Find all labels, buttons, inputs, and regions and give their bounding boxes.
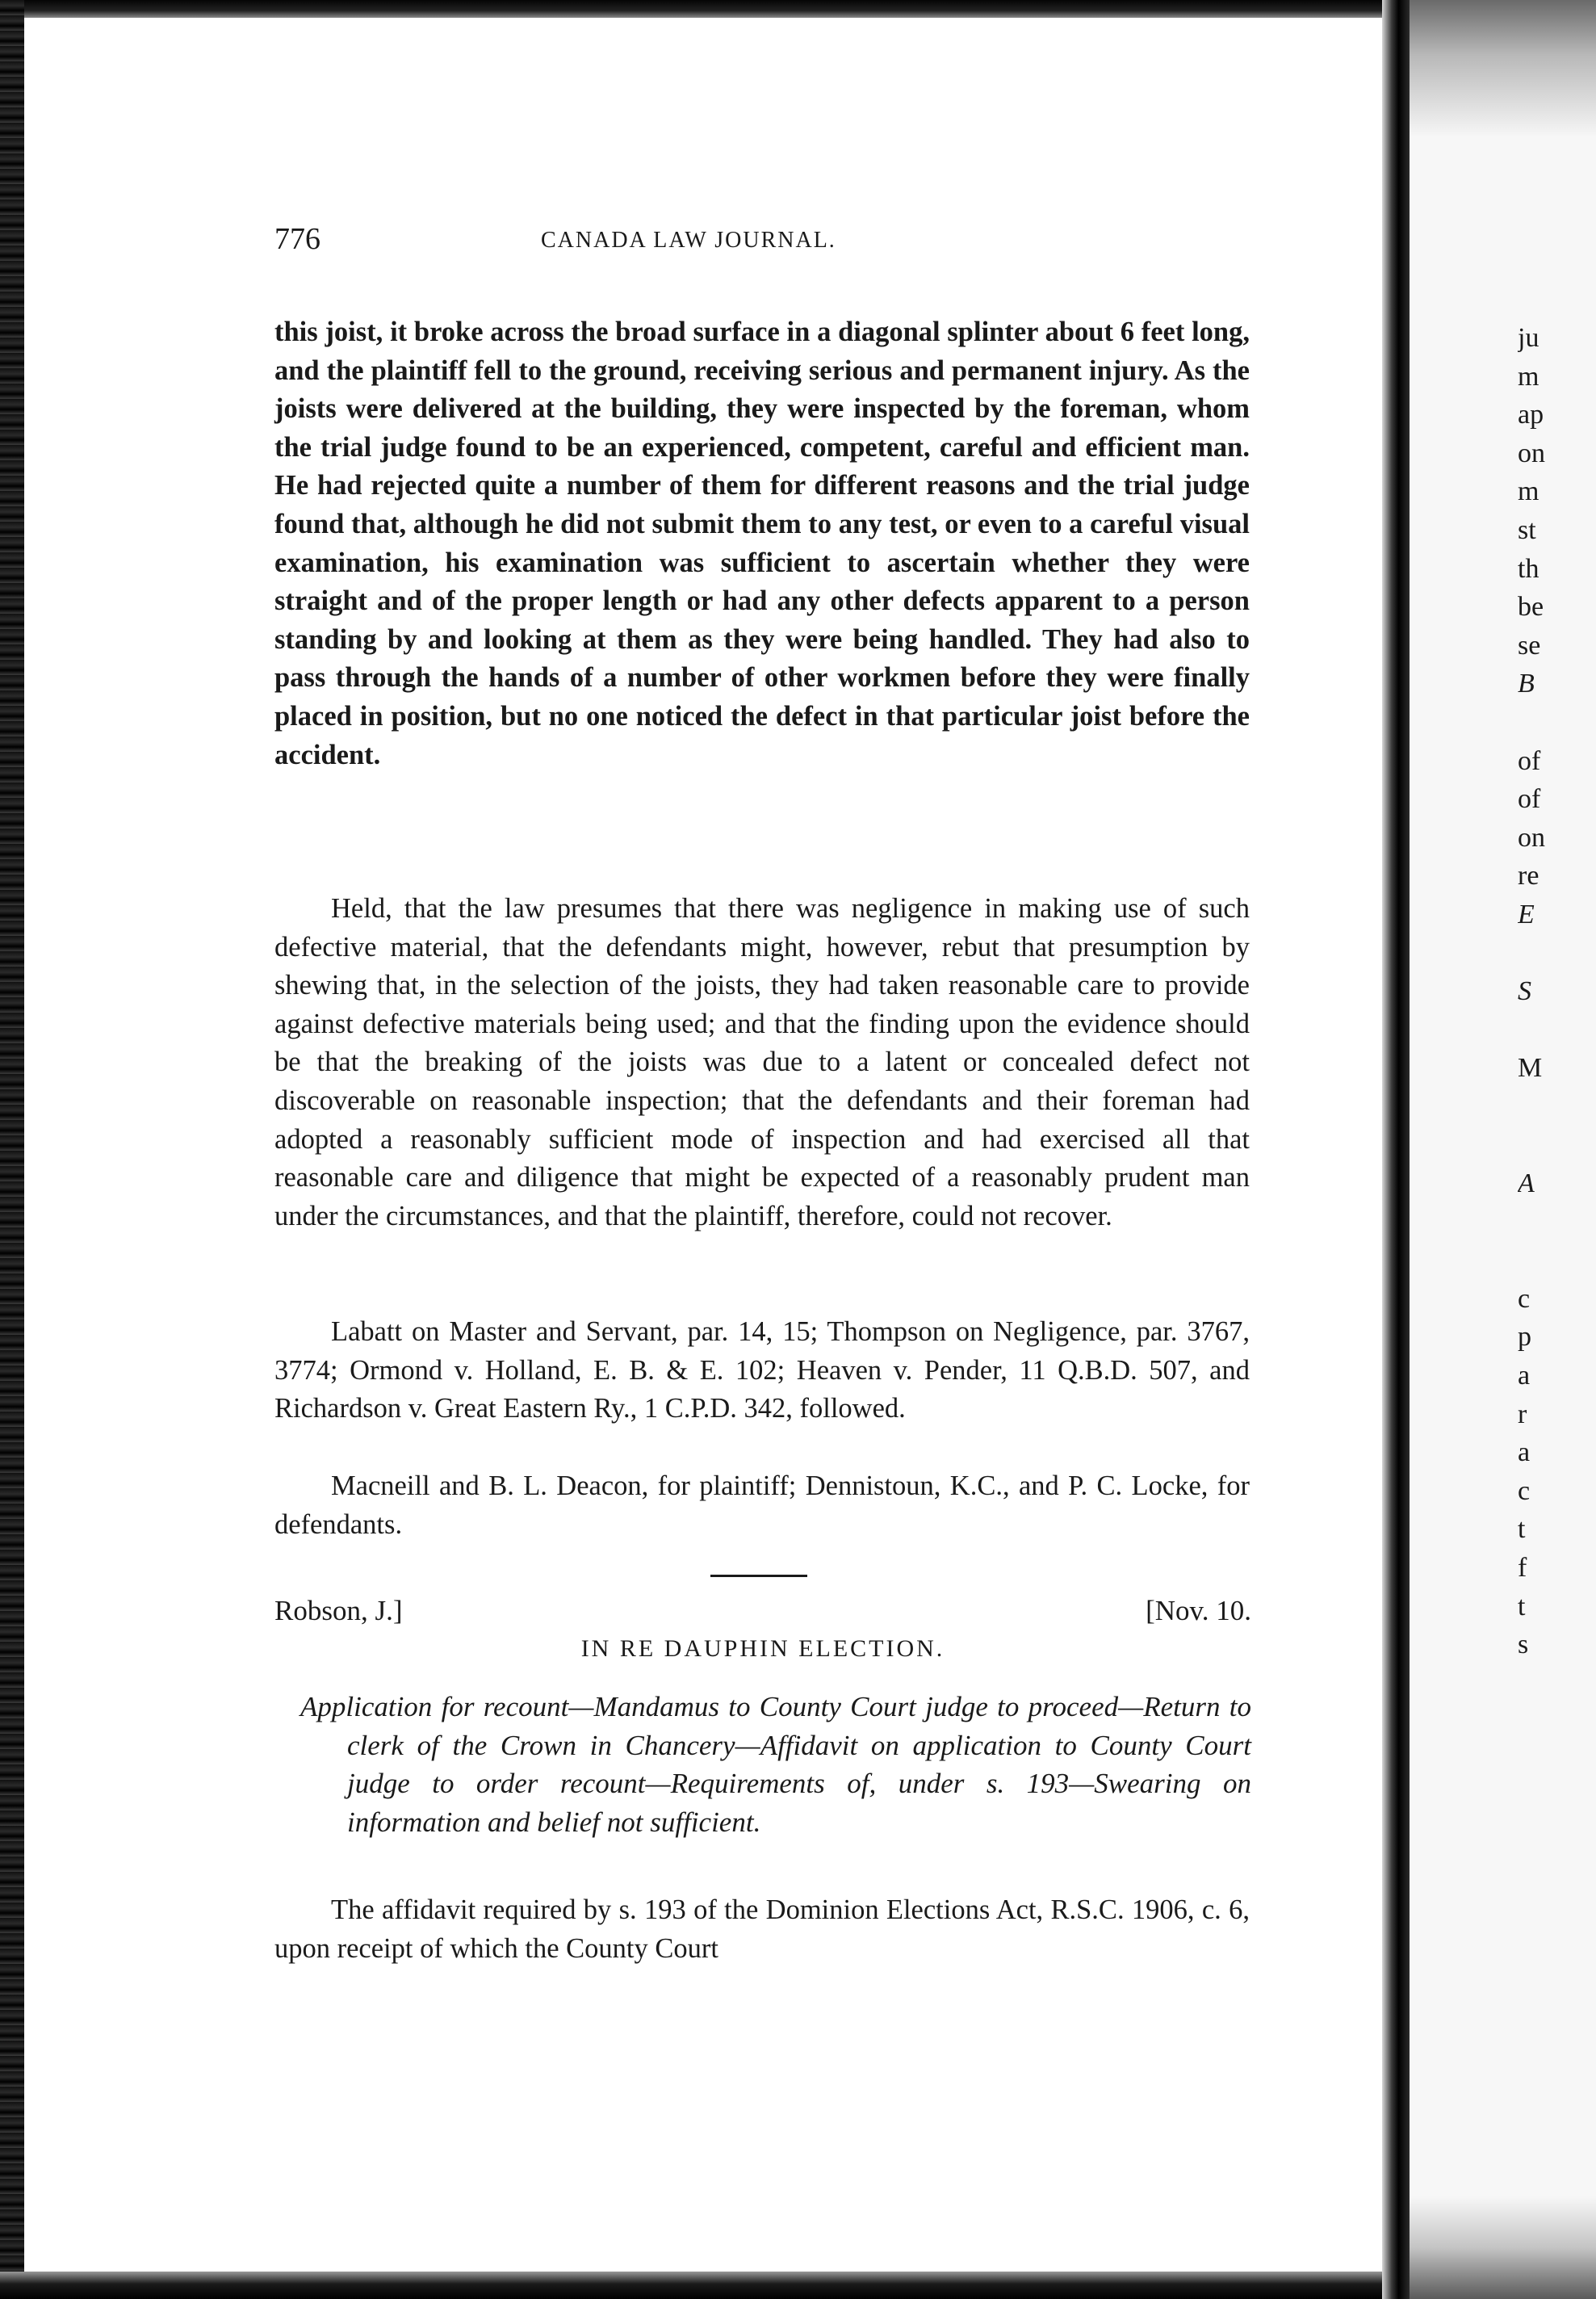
fragment: S [1518, 976, 1531, 1007]
fragment [1518, 1203, 1590, 1242]
fragment: E [1518, 899, 1535, 929]
case-judge: Robson, J.] [274, 1595, 403, 1626]
fragment: ap [1518, 400, 1544, 430]
fragment: of [1518, 745, 1541, 776]
fragment: f [1518, 1553, 1527, 1583]
fragment: t [1518, 1591, 1526, 1621]
fragment [1518, 1241, 1590, 1280]
facing-page-text-fragments [1518, 319, 1590, 1664]
held-paragraph: Held, that the law presumes that there was negligence in making use of such defective material, that the defendants might, however, rebut that presumption by shewing that, in the selection of the joists, they had taken reasonable care to provide against defective materials being used; and that the finding upon the evidence should be that the breaking of the joists was due to a latent or concealed defect not discoverable on reasonable inspection; that the defendants and their foreman had adopted a reasonably sufficient mode of inspection and had exercised all that reasonable care and diligence that might be expected of a reasonably prudent man under the circumstances, and that the plaintiff, therefore, could not recover. [274, 893, 1250, 1231]
fragment: on [1518, 438, 1545, 468]
counsel-paragraph: Macneill and B. L. Deacon, for plaintiff; Dennistoun, K.C., and P. C. Locke, for defendants. [274, 1470, 1250, 1540]
authorities-paragraph: Labatt on Master and Servant, par. 14, 15; Thompson on Negligence, par. 3767, 3774; Ormond v. Holland, E. B. & E. 102; Heaven v. Pender, 11 Q.B.D. 507, and Richardson v. Great Eastern Ry., 1 C.P.D. 342, followed. [274, 1316, 1250, 1424]
fragment: se [1518, 630, 1541, 661]
scan-border-bottom [0, 2272, 1596, 2299]
book-gutter [1382, 0, 1410, 2299]
fragment: m [1518, 476, 1539, 507]
fragment: M [1518, 1053, 1543, 1084]
fragment [1518, 703, 1590, 742]
fragment: s [1518, 1630, 1529, 1660]
fragment [1518, 1088, 1590, 1126]
fragment: c [1518, 1475, 1531, 1506]
facts-paragraph: this joist, it broke across the broad surface in a diagonal splinter about 6 feet long, and the plaintiff fell to the ground, receiving serious and permanent injury. As the joists were delivered at the building, they were inspected by the foreman, whom the trial judge found to be an experienced, competent, careful and efficient man. He had rejected quite a number of them for different reasons and the trial judge found that, although he did not submit them to any test, or even to a careful visual examination, his examination was sufficient to ascertain whether they were straight and of the proper length or had any other defects apparent to a person standing by and looking at them as they were being handled. They had also to pass through the hands of a number of other workmen before they were finally placed in position, but no one noticed the defect in that particular joist before the accident. [274, 317, 1250, 770]
scan-border-top [0, 0, 1596, 18]
fragment: st [1518, 514, 1536, 545]
page-header [274, 218, 1267, 263]
fragment: a [1518, 1361, 1531, 1391]
fragment: t [1518, 1514, 1526, 1545]
fragment [1518, 934, 1590, 973]
fragment: A [1518, 1168, 1535, 1199]
fragment [1518, 1011, 1590, 1050]
case-title: IN RE DAUPHIN ELECTION. [580, 1635, 945, 1662]
fragment: a [1518, 1437, 1531, 1468]
fragment: be [1518, 592, 1544, 623]
fragment [1518, 1126, 1590, 1164]
page-number: 776 [274, 222, 320, 256]
fragment: m [1518, 361, 1539, 392]
fragment: th [1518, 553, 1539, 584]
facing-page-bottom-edge [1410, 2196, 1596, 2299]
fragment: on [1518, 822, 1545, 853]
running-head: CANADA LAW JOURNAL. [541, 228, 836, 253]
scan-border-left [0, 0, 24, 2299]
case-date: [Nov. 10. [1146, 1595, 1251, 1626]
fragment: r [1518, 1399, 1527, 1429]
fragment: B [1518, 669, 1535, 699]
case-headnote: Application for recount—Mandamus to County Court judge to proceed—Return to clerk of the Crown in Chancery—Affidavit on application to County Court judge to order recount—Requirements of, under s. 193—Swearing on information and belief not sufficient. [300, 1691, 1251, 1838]
fragment: re [1518, 861, 1539, 891]
fragment: of [1518, 784, 1541, 815]
fragment: c [1518, 1283, 1531, 1314]
fragment: ju [1518, 323, 1539, 353]
case-opening-paragraph: The affidavit required by s. 193 of the Dominion Elections Act, R.S.C. 1906, c. 6, upon receipt of which the County Court [274, 1894, 1250, 1964]
section-divider [710, 1575, 807, 1577]
case-heading-line [274, 1595, 1251, 1634]
facing-page-top-edge [1410, 0, 1596, 137]
fragment: p [1518, 1322, 1531, 1353]
